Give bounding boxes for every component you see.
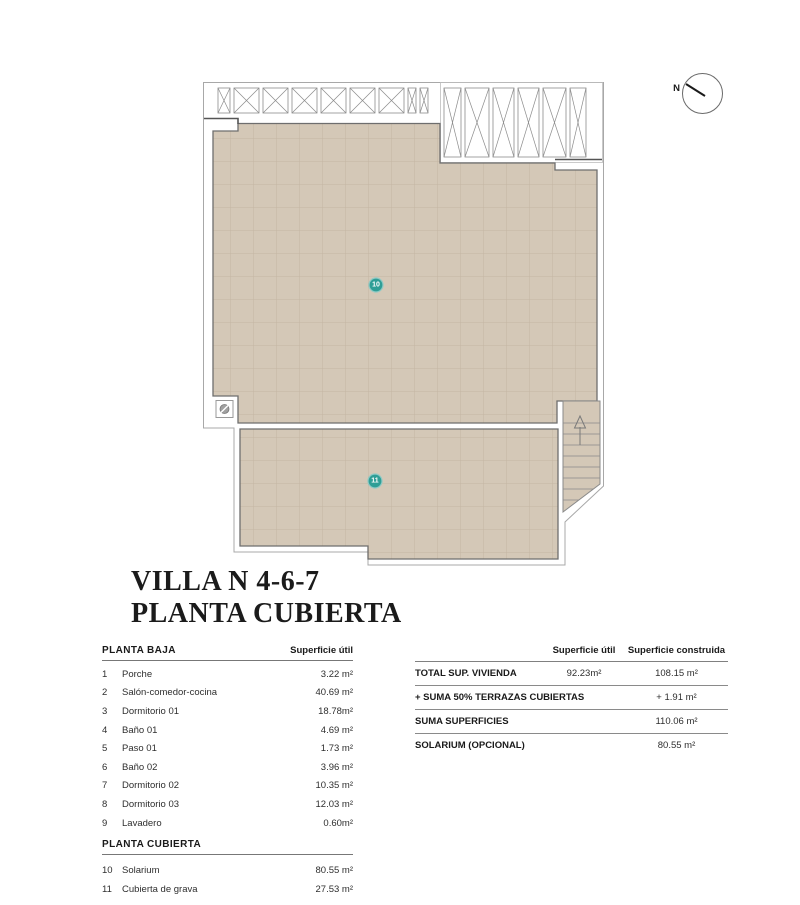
north-label: N <box>673 83 680 94</box>
planta-baja-title: PLANTA BAJA <box>102 645 176 656</box>
table-row: 5 Paso 01 1.73 m² <box>102 743 353 755</box>
table-row: 10 Solarium 80.55 m² <box>102 864 353 876</box>
gravel-roof-grid-texture <box>240 429 558 559</box>
table-row: 3 Dormitorio 01 18.78m² <box>102 705 353 717</box>
summary-col1-header: Superficie útil <box>552 644 616 656</box>
table-row: 11 Cubierta de grava 27.53 m² <box>102 884 353 896</box>
table-row: 9 Lavadero 0.60m² <box>102 817 353 829</box>
table-row: 8 Dormitorio 03 12.03 m² <box>102 798 353 810</box>
badge-area-11 <box>368 474 382 488</box>
planta-cubierta-title: PLANTA CUBIERTA <box>102 839 202 851</box>
planta-baja-header <box>102 645 353 661</box>
badge-11-label: 11 <box>371 477 379 485</box>
table-row: 7 Dormitorio 02 10.35 m² <box>102 780 353 792</box>
summary-header <box>415 639 728 662</box>
table-row: 1 Porche 3.22 m² <box>102 668 353 680</box>
summary-row: SOLARIUM (OPCIONAL) 80.55 m² <box>415 740 696 751</box>
planta-cubierta-rows <box>102 860 353 899</box>
staircase-area <box>563 401 600 512</box>
table-row: 4 Baño 01 4.69 m² <box>102 724 353 736</box>
planta-baja-rows <box>102 665 353 832</box>
plan-title-line2: PLANTA CUBIERTA <box>131 598 402 629</box>
summary-row: SUMA SUPERFICIES 110.06 m² <box>415 710 728 734</box>
north-compass <box>673 74 722 114</box>
summary-col2-header: Superficie construida <box>627 644 726 656</box>
surface-summary-table <box>415 639 728 757</box>
summary-row: + SUMA 50% TERRAZAS CUBIERTAS + 1.91 m² <box>415 686 728 710</box>
drain-icon <box>216 401 233 418</box>
staircase <box>563 401 600 512</box>
solarium-grid-texture <box>213 124 597 424</box>
planta-cubierta-header <box>102 839 353 855</box>
summary-row: TOTAL SUP. VIVIENDA 92.23m² 108.15 m² <box>415 662 728 686</box>
table-row: 6 Baño 02 3.96 m² <box>102 761 353 773</box>
pergola-beams-left <box>218 88 428 113</box>
table-row: 2 Salón-comedor-cocina 40.69 m² <box>102 687 353 699</box>
plan-title <box>131 566 402 630</box>
room-areas-table <box>102 645 353 899</box>
plan-title-line1: VILLA N 4-6-7 <box>131 566 320 597</box>
badge-10-label: 10 <box>372 281 380 289</box>
planta-baja-col-header: Superficie útil <box>290 645 353 656</box>
badge-area-10 <box>369 278 383 292</box>
